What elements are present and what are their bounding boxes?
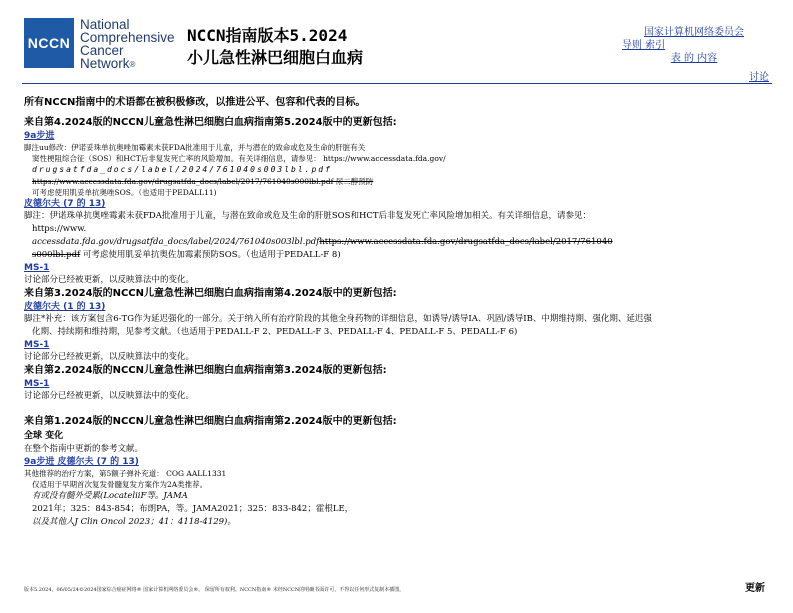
org-line-4 [80, 57, 180, 71]
update-text: 讨论部分已经被更新，以反映算法中的变化。 [24, 275, 195, 285]
link-pedall-f-1[interactable]: 皮德尔夫 (1 的 13) [24, 302, 106, 312]
header-divider [22, 83, 772, 84]
section-heading-v3: 来自第2.2024版的NCCN儿童急性淋巴细胞白血病指南第3.2024版的更新包括: [24, 365, 387, 376]
section-heading-v4: 来自第3.2024版的NCCN儿童急性淋巴细胞白血病指南第4.2024版中的更新包括: [24, 288, 397, 299]
page-title [187, 25, 363, 69]
reference-text: 以及其他人J Clin Oncol 2023；41：4118-4129)。 [32, 517, 236, 527]
subheading-global-changes: 全球 变化 [24, 431, 64, 441]
link-ms-1[interactable]: MS-1 [24, 340, 50, 350]
title-disease: 小儿急性淋巴细胞白血病 [187, 48, 364, 67]
link-ped-alll-9a[interactable]: 9a步进 [24, 131, 55, 141]
update-text: 脚注*补充：该方案包含6-TG作为延迟强化的一部分。关于纳入所有治疗阶段的其他全身药物的详细信息，如诱导/诱导IA、巩固/诱导IB、中期维持期、强化期、延迟强 [24, 314, 652, 324]
url-text-struck: https://www.accessdata.fda.gov/drugsatfda_docs/label/2017/761040 [319, 237, 613, 247]
update-text: 在整个指南中更新的参考文献。 [24, 444, 144, 454]
update-text: 脚注uu修改：伊诺妥珠单抗奥唑加霉素未获FDA批准用于儿童，并与潜在的致命或危及生命的肝脏有关 [24, 143, 366, 152]
url-line [24, 249, 772, 262]
update-text: 可考虑使用肌妥单抗奥佐加霉素预防SOS。（也适用于PEDALL-F 8) [82, 250, 341, 260]
intro-statement: 所有NCCN指南中的术语都在被积极修改，以推进公平、包容和代表的目标。 [24, 97, 366, 108]
url-text: drugsatfda_docs/label/2024/761040s003lbl.pdf [32, 165, 332, 174]
url-line [24, 236, 772, 249]
reference-text: 2021年；325：843-854；布朗PA，等。JAMA2021；325：833-842；霍根LE， [32, 504, 354, 514]
link-9a-pedall-f-7[interactable]: 9a步进 皮德尔夫 (7 的 13) [24, 457, 139, 467]
more-updates-label: 更新 [745, 583, 765, 594]
link-pedall-f-7[interactable]: 皮德尔夫 (7 的 13) [24, 199, 106, 209]
update-text: 窦性梗阻综合征（SOS）和HCT后非复发死亡率的风险增加。有关详细信息，请参见： https://www.accessdata.fda.gov/ [32, 154, 446, 163]
update-text: 讨论部分已经被更新，以反映算法中的变化。 [24, 352, 195, 362]
org-line-4-text: Network [80, 56, 130, 71]
url-text: accessdata.fda.gov/drugsatfda_docs/label/2024/761040s003lbl.pdf [32, 237, 320, 247]
org-name [80, 18, 180, 71]
url-text-struck: s000lbl.pdf [32, 250, 81, 260]
org-line-1: National [80, 17, 130, 32]
link-table-of-contents[interactable]: 表 的 内容 [670, 53, 718, 64]
link-ms-1[interactable]: MS-1 [24, 379, 50, 389]
updates-content [24, 96, 772, 529]
update-text: 可考虑使用肌妥单抗奥唑SOS。（也适用于PEDALL11) [32, 188, 217, 197]
update-text: 化期、持续期和维持期，见参考文献。（也适用于PEDALL-F 2、PEDALL-F 3、PEDALL-F 4、PEDALL-F 5、PEDALL-F 6) [32, 327, 518, 337]
trademark-mark: ® [129, 59, 136, 69]
title-version: NCCN指南版本5.2024 [187, 26, 348, 45]
update-text: 其他推荐的治疗方案，第5额子弹补充道： COG AALL1331 [24, 469, 227, 478]
nav-links [620, 26, 768, 65]
update-text: 脚注：伊诺珠单抗奥唑霉素未获FDA批准用于儿童，与潜在致命或危及生命的肝脏SOS和HCT后非复发死亡率风险增加相关。有关详细信息，请参见： [24, 211, 592, 221]
footer-copyright: 版本5.2024，06/05/24©2024国家综合癌症网络® 国家计算机网络委员会®。 保留所有权利。NCCN指南® 未经NCCN的明确书面许可，不得以任何形式复制本插图。 [24, 587, 405, 593]
org-line-2: Comprehensive [80, 30, 175, 45]
link-nccn-guidelines[interactable]: 国家计算机网络委员会 [644, 27, 744, 38]
update-text: 讨论部分已经被更新，以反映算法中的变化。 [24, 391, 195, 401]
nccn-logo: NCCN [24, 18, 74, 68]
org-line-3: Cancer [80, 43, 124, 58]
section-heading-v2: 来自第1.2024版的NCCN儿童急性淋巴细胞白血病指南第2.2024版中的更新包括: [24, 416, 397, 427]
update-text: 仅适用于早期首次复发骨髓复发方案作为2A类推荐。 [32, 480, 208, 489]
url-text: https://www. [32, 224, 87, 234]
url-text-struck: https://www.accessdata.fda.gov/drugsatfda_docs/label/2017/761040s000lbl.pdf 尿二醇预防 [32, 177, 374, 186]
section-heading-v5: 来自第4.2024版的NCCN儿童急性淋巴细胞白血病指南第5.2024版中的更新包括: [24, 117, 397, 128]
link-discussion[interactable]: 讨论 [749, 72, 769, 83]
link-guidelines-index[interactable]: 导则 索引 [622, 40, 666, 51]
link-ms-1[interactable]: MS-1 [24, 263, 50, 273]
reference-text: 有或没有髓外受累(LocateliiF等。JAMA [32, 491, 188, 501]
